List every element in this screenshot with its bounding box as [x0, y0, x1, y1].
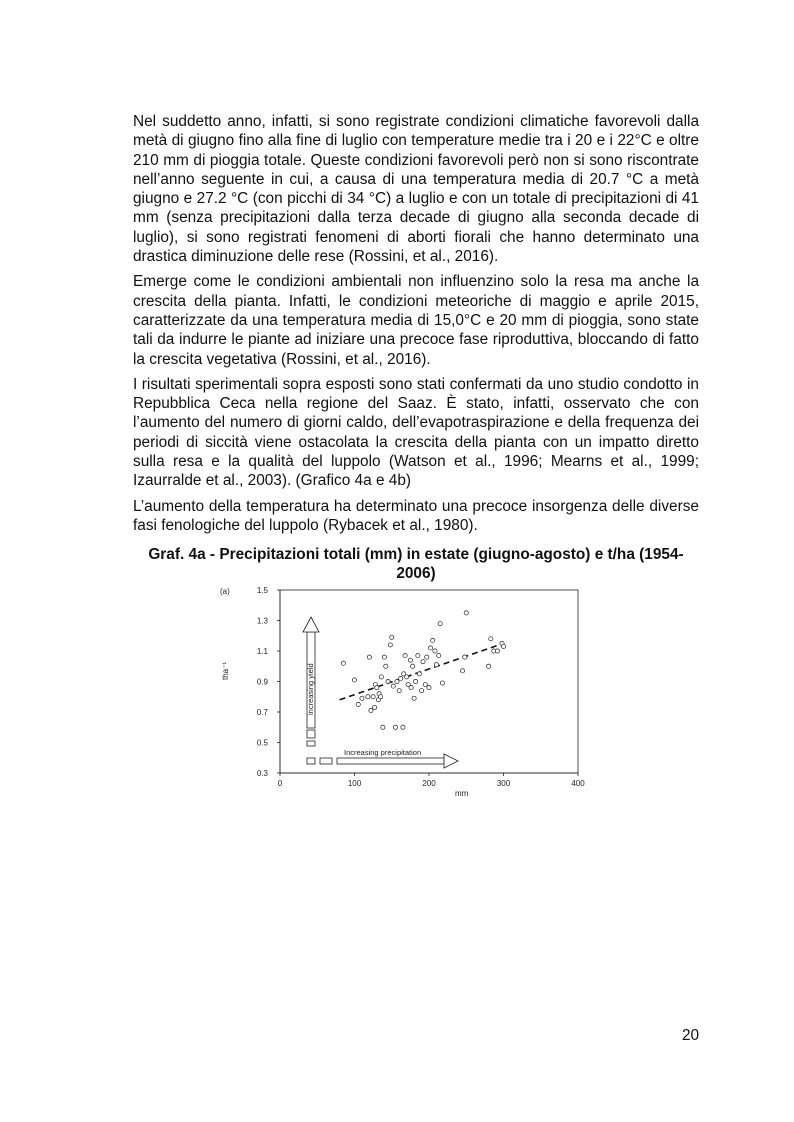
data-point: [409, 686, 413, 690]
data-point: [495, 649, 499, 653]
data-point: [373, 705, 377, 709]
data-point: [501, 644, 505, 648]
data-point: [395, 679, 399, 683]
data-point: [384, 664, 388, 668]
data-point: [352, 678, 356, 682]
data-point: [382, 655, 386, 659]
x-axis-label: mm: [455, 789, 469, 798]
data-point: [381, 725, 385, 729]
x-tick-label: 300: [496, 779, 511, 788]
y-tick-label: 1.3: [256, 616, 268, 626]
data-point: [393, 725, 397, 729]
x-tick-labels: [278, 773, 585, 788]
paragraph-2: Emerge come le condizioni ambientali non influenzino solo la resa ma anche la crescita della pianta. Infatti, le condizioni meteoriche di maggio e aprile 2015, caratterizzate da una temperatura media di 15,0°C e 20 mm di pioggia, sono state tali da indurre le piante ad iniziare una precoce fase riproduttiva, bloccando di fatto la crescita vegetativa (Rossini, et al., 2016).: [133, 273, 699, 368]
data-point: [460, 669, 464, 673]
y-tick-label: 0.5: [256, 738, 268, 748]
y-tick-label: 0.9: [256, 677, 268, 687]
data-point: [397, 689, 401, 693]
data-point: [487, 664, 491, 668]
data-point: [411, 664, 415, 668]
data-point: [378, 695, 382, 699]
paragraph-4: L’aumento della temperatura ha determinato una precoce insorgenza delle diverse fasi fenologiche del luppolo (Rybacek et al., 1980).: [133, 497, 699, 534]
paragraph-1: Nel suddetto anno, infatti, si sono registrate condizioni climatiche favorevoli dalla metà di giugno fino alla fine di luglio con temperature medie tra i 20 e i 22°C e oltre 210 mm di pioggia totale. Queste condizioni favorevoli però non si sono riscontrate nell’anno seguente in cui, a causa di una temperatura media di 20.7 °C a metà giugno e 27.2 °C (con picchi di 34 °C) a luglio e con un totale di precipitazioni di 41 mm (senza precipitazioni dalla terza decade di giugno alla seconda decade di luglio), si sono registrati fenomeni di aborti fiorali che hanno determinato una drastica diminuzione delle rese (Rossini, et al., 2016).: [133, 113, 699, 266]
increasing-precipitation-label: Increasing precipitation: [344, 748, 422, 757]
data-point: [399, 676, 403, 680]
data-point: [390, 635, 394, 639]
data-point: [391, 684, 395, 688]
data-point: [434, 663, 438, 667]
data-point: [412, 696, 416, 700]
data-point: [423, 682, 427, 686]
data-point: [371, 695, 375, 699]
data-point: [386, 679, 390, 683]
scatter-chart: [212, 580, 602, 800]
y-tick-labels: [257, 586, 280, 778]
data-point: [408, 658, 412, 662]
data-point: [369, 708, 373, 712]
data-point: [416, 653, 420, 657]
y-axis-label: tha⁻¹: [221, 661, 230, 680]
y-tick-label: 0.7: [256, 708, 268, 717]
data-point: [464, 611, 468, 615]
body-text: [133, 112, 699, 541]
y-tick-label: 1.1: [256, 647, 268, 656]
y-tick-label: 1.5: [256, 586, 268, 595]
x-tick-label: 400: [571, 779, 585, 788]
data-point: [413, 679, 417, 683]
data-point: [360, 696, 364, 700]
data-point: [489, 637, 493, 641]
paragraph-3: I risultati sperimentali sopra esposti sono stati confermati da uno studio condotto in Repubblica Ceca nella regione del Saaz. È stato, infatti, osservato che con l’aumento del numero di giorni caldo, dell’evapotraspirazione e della frequenza dei periodi di siccità viene ostacolata la crescita della pianta con un impatto diretto sulla resa e la qualità del luppolo (Watson et al., 1996; Mearns et al., 1999; Izaurralde et al., 2003). (Grafico 4a e 4b): [133, 375, 699, 490]
page-number: 20: [682, 1027, 700, 1044]
x-tick-label: 100: [347, 779, 362, 788]
chart-svg: [212, 580, 602, 800]
increasing-precipitation-arrow: [320, 748, 458, 768]
data-point: [401, 725, 405, 729]
x-tick-label: 0: [277, 779, 283, 788]
data-point: [341, 661, 345, 665]
data-point: [437, 653, 441, 657]
data-point: [356, 702, 360, 706]
data-point: [417, 672, 421, 676]
data-point: [405, 675, 409, 679]
data-point: [375, 686, 379, 690]
data-point: [419, 689, 423, 693]
data-point: [438, 621, 442, 625]
data-point: [388, 643, 392, 647]
data-point: [427, 686, 431, 690]
increasing-yield-arrow: [303, 617, 319, 764]
data-point: [425, 655, 429, 659]
data-point: [367, 655, 371, 659]
data-points: [341, 611, 505, 730]
data-point: [433, 649, 437, 653]
panel-label: (a): [220, 587, 230, 596]
data-point: [440, 681, 444, 685]
plot-frame: [280, 590, 578, 773]
data-point: [428, 646, 432, 650]
x-tick-label: 200: [422, 779, 436, 788]
figure-caption: Graf. 4a - Precipitazioni totali (mm) in estate (giugno-agosto) e t/ha (1954-2006): [148, 546, 684, 582]
increasing-yield-label: increasing yield: [306, 663, 315, 715]
data-point: [379, 675, 383, 679]
data-point: [403, 653, 407, 657]
data-point: [463, 655, 467, 659]
data-point: [431, 638, 435, 642]
data-point: [366, 695, 370, 699]
data-point: [421, 660, 425, 664]
y-tick-label: 0.3: [256, 769, 268, 778]
